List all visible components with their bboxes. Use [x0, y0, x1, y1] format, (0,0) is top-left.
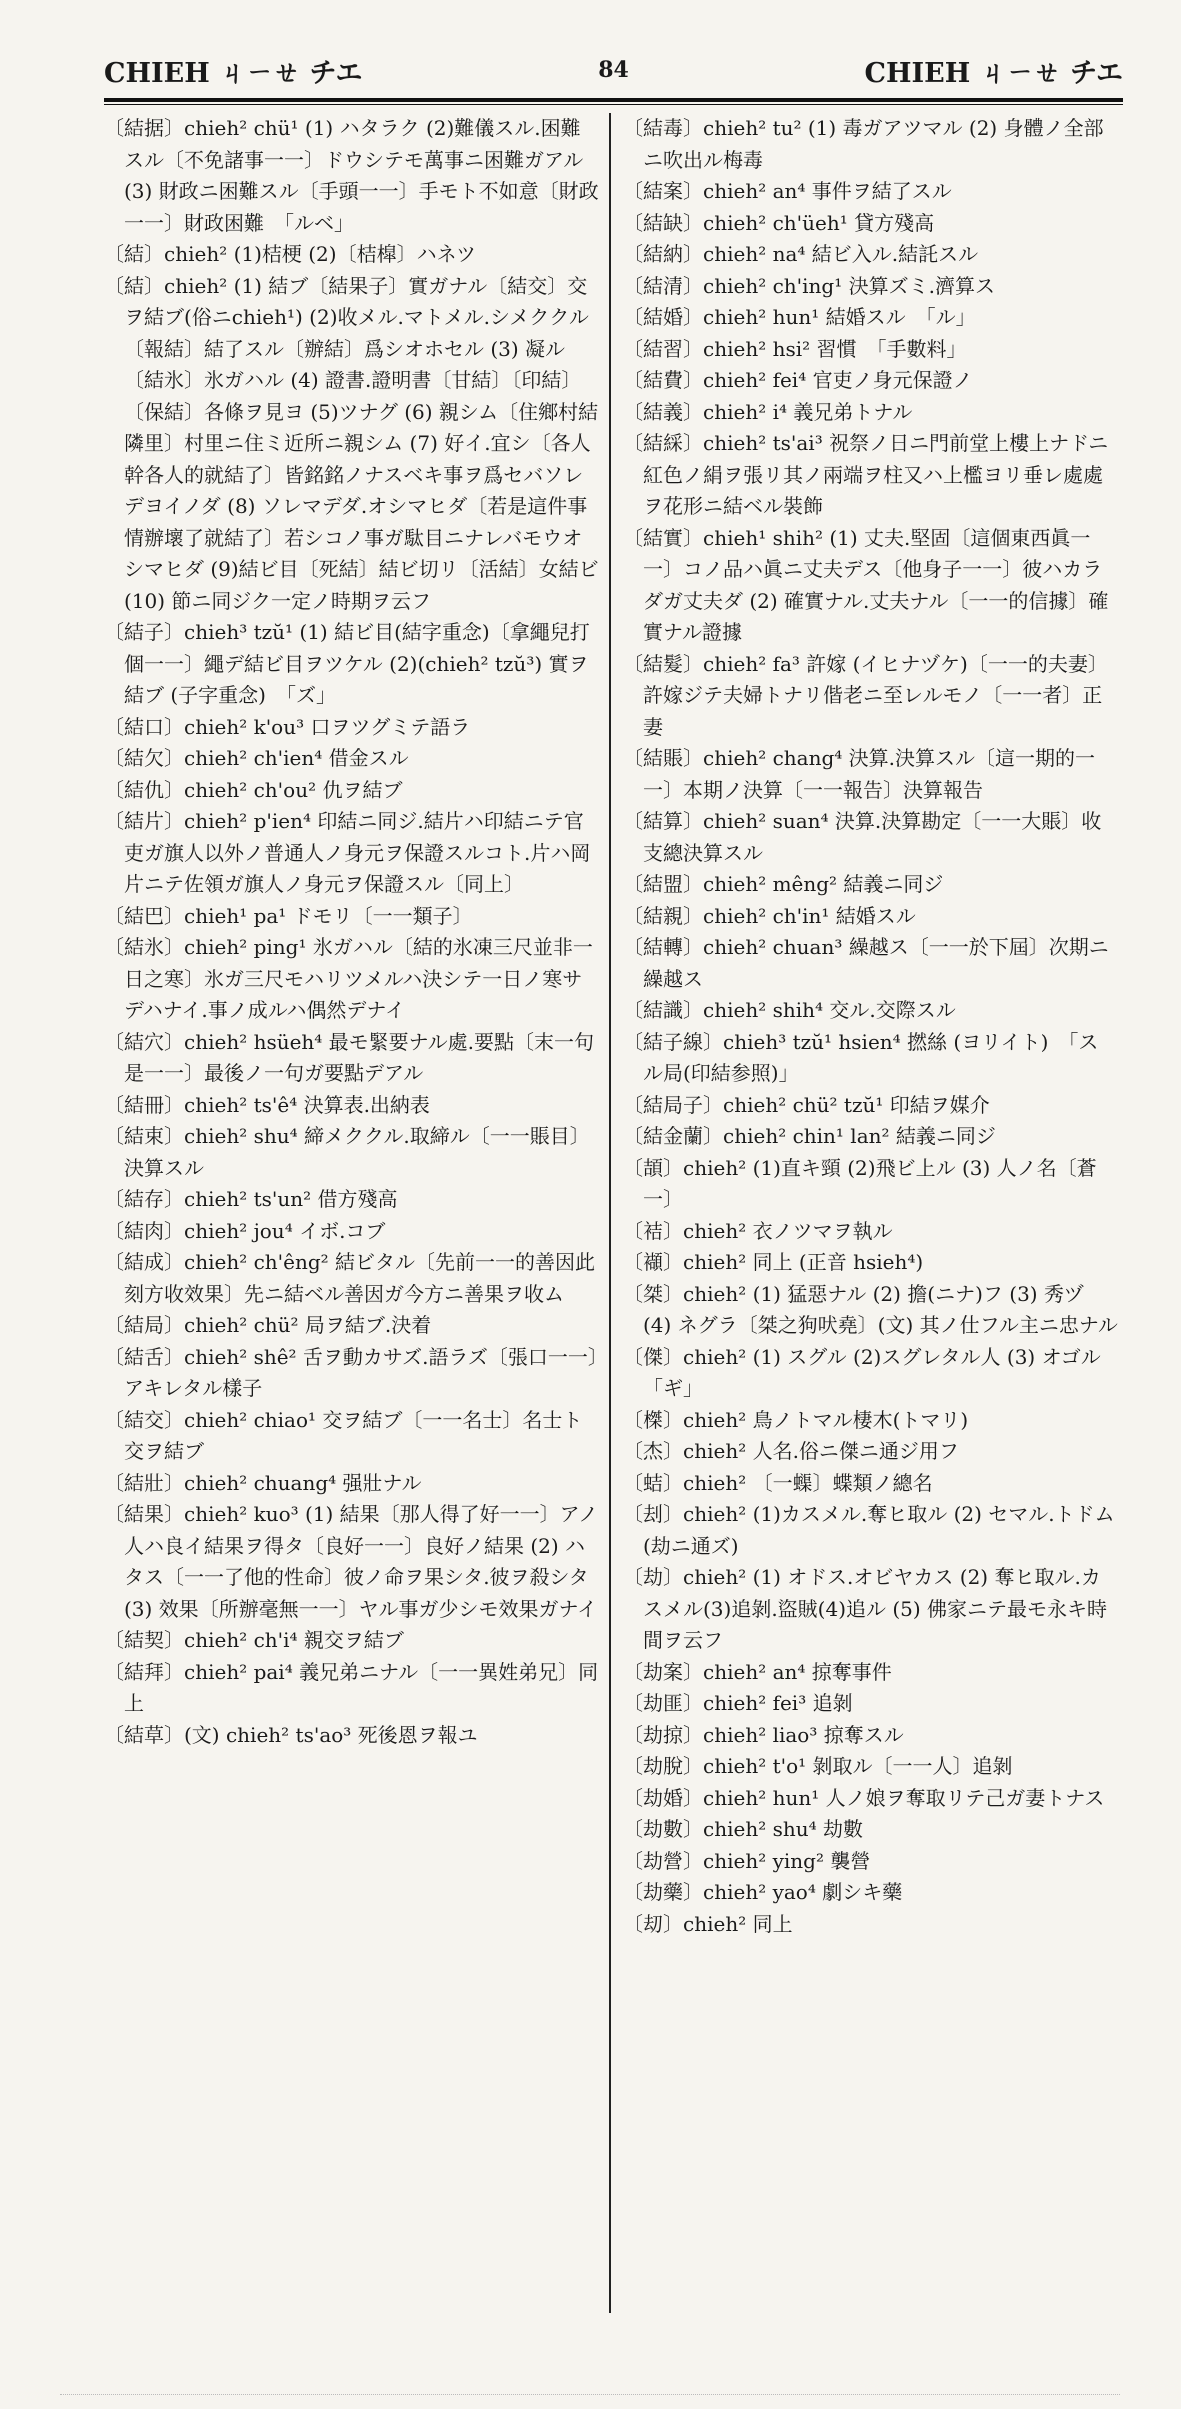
dictionary-entry: 〔結金蘭〕chieh² chin¹ lan² 結義ニ同ジ [623, 1124, 996, 1148]
header-right-guide-word: CHIEH ㄐㄧㄝ チエ [864, 57, 1123, 89]
dictionary-entry: 〔結〕chieh² (1)桔梗 (2)〔桔槹〕ハネツ [104, 242, 476, 266]
dictionary-entry: 〔結成〕chieh² ch'êng² 結ビタル〔先前一一的善因此刻方收效果〕先ニ結ベル善因ガ今方ニ善果ヲ收ム [104, 1250, 596, 1306]
right-column [623, 113, 1121, 1940]
dictionary-entry: 〔結子線〕chieh³ tzŭ¹ hsien⁴ 撚絲 (ヨリイト) 「スル局(印結参照)」 [623, 1029, 1099, 1085]
dictionary-entry: 〔劫婚〕chieh² hun¹ 人ノ娘ヲ奪取リテ己ガ妻トナス [623, 1785, 1105, 1810]
column-divider [609, 113, 611, 2313]
page-header [104, 48, 1123, 92]
dictionary-entry: 〔刦〕chieh² (1)カスメル.奪ヒ取ル (2) セマル.トドム (劫ニ通ズ) [623, 1502, 1115, 1558]
dictionary-entry: 〔劫〕chieh² (1) オドス.オビヤカス (2) 奪ヒ取ル.カスメル(3)追剝.盜賊(4)追ル (5) 佛家ニテ最モ永キ時間ヲ云フ [623, 1565, 1108, 1652]
dictionary-entry: 〔結存〕chieh² ts'un² 借方殘高 [104, 1187, 398, 1211]
dictionary-entry: 〔結舌〕chieh² shê² 舌ヲ動カサズ.語ラズ〔張口一一〕アキレタル樣子 [104, 1344, 598, 1400]
dictionary-entry: 〔結欠〕chieh² ch'ien⁴ 借金スル [104, 746, 409, 770]
dictionary-entry: 〔劫營〕chieh² ying² 襲營 [623, 1848, 871, 1873]
dictionary-entry: 〔結髮〕chieh² fa³ 許嫁 (イヒナヅケ)〔一一的夫妻〕許嫁ジテ夫婦トナリ偕老ニ至レルモノ〔一一者〕正妻 [623, 651, 1108, 739]
dictionary-entry: 〔結口〕chieh² k'ou³ 口ヲツグミテ語ラ [104, 714, 471, 739]
dictionary-entry: 〔結据〕chieh² chü¹ (1) ハタラク (2)難儀スル.困難スル〔不免諸事一一〕ドウシテモ萬事ニ困難ガアル (3) 財政ニ困難スル〔手頭一一〕手モト不如意〔財政一一〕財政困難 「ルベ」 [104, 116, 599, 235]
header-rule [104, 98, 1123, 105]
dictionary-entry: 〔結肉〕chieh² jou⁴ イボ.コブ [104, 1218, 386, 1243]
dictionary-entry: 〔結綵〕chieh² ts'ai³ 祝祭ノ日ニ門前堂上樓上ナドニ紅色ノ絹ヲ張リ其ノ兩端ヲ柱又ハ上檻ヨリ垂レ處處ヲ花形ニ結ベル裝飾 [623, 431, 1109, 518]
dictionary-entry: 〔結交〕chieh² chiao¹ 交ヲ結ブ〔一一名士〕名士ト交ヲ結ブ [104, 1407, 583, 1463]
left-column [104, 113, 599, 1940]
dictionary-entry: 〔劫掠〕chieh² liao³ 掠奪スル [623, 1722, 904, 1747]
dictionary-entry: 〔結費〕chieh² fei⁴ 官吏ノ身元保證ノ [623, 368, 973, 392]
dictionary-entry: 〔結子〕chieh³ tzŭ¹ (1) 結ビ目(結字重念)〔拿繩兒打個一一〕繩デ結ビ目ヲツケル (2)(chieh² tzŭ³) 實ヲ結ブ (子字重念) 「ズ」 [104, 620, 590, 707]
dictionary-entry: 〔結缺〕chieh² ch'üeh¹ 貸方殘高 [623, 210, 935, 235]
dictionary-entry: 〔杰〕chieh² 人名.俗ニ傑ニ通ジ用フ [623, 1439, 959, 1463]
dictionary-entry: 〔襭〕chieh² 同上 (正音 hsieh⁴) [623, 1250, 924, 1274]
dictionary-entry: 〔劫匪〕chieh² fei³ 追剝 [623, 1691, 853, 1715]
dictionary-entry: 〔袺〕chieh² 衣ノツマヲ執ル [623, 1218, 893, 1243]
dictionary-entry: 〔結習〕chieh² hsi² 習慣 「手數料」 [623, 336, 967, 361]
dictionary-entry: 〔結〕chieh² (1) 結ブ〔結果子〕實ガナル〔結交〕交ヲ結ブ(俗ニchieh¹) (2)收メル.マトメル.シメククル〔報結〕結了スル〔辦結〕爲シオホセル (3) 凝ル〔結氷〕氷ガハル (4) 證書.證明書〔甘結〕〔印結〕〔保結〕各條ヲ見ヨ (5)ツナグ (6) 親シム〔住鄉村結隣里〕村里ニ住ミ近所ニ親シム (7) 好イ.宜シ〔各人幹各人的就結了〕皆銘銘ノナスベキ事ヲ爲セバソレデヨイノダ (8) ソレマデダ.オシマヒダ〔若是這件事情辦壞了就結了〕若シコノ事ガ駄目ニナレバモウオシマヒダ (9)結ビ目〔死結〕結ビ切リ〔活結〕女結ビ (10) 節ニ同ジク一定ノ時期ヲ云フ [104, 273, 599, 613]
dictionary-entry: 〔結拜〕chieh² pai⁴ 義兄弟ニナル〔一一異姓弟兄〕同上 [104, 1659, 599, 1715]
dictionary-entry: 〔刧〕chieh² 同上 [623, 1911, 793, 1936]
dictionary-entry: 〔結婚〕chieh² hun¹ 結婚スル 「ル」 [623, 305, 976, 329]
dictionary-entry: 〔結壯〕chieh² chuang⁴ 强壯ナル [104, 1470, 422, 1495]
dictionary-entry: 〔結冊〕chieh² ts'ê⁴ 決算表.出納表 [104, 1092, 430, 1117]
dictionary-entry: 〔結識〕chieh² shih⁴ 交ル.交際スル [623, 998, 956, 1022]
dictionary-entry: 〔結實〕chieh¹ shih² (1) 丈夫.堅固〔這個東西眞一一〕コノ品ハ眞ニ丈夫デス〔他身子一一〕彼ハカラダガ丈夫ダ (2) 確實ナル.丈夫ナル〔一一的信據〕確實ナル證據 [623, 525, 1109, 644]
dictionary-entry: 〔劫脫〕chieh² t'o¹ 剝取ル〔一一人〕追剝 [623, 1754, 1013, 1778]
dictionary-entry: 〔結契〕chieh² ch'i⁴ 親交ヲ結ブ [104, 1628, 404, 1652]
dictionary-entry: 〔結納〕chieh² na⁴ 結ビ入ル.結託スル [623, 242, 979, 266]
dictionary-entry: 〔結案〕chieh² an⁴ 事件ヲ結了スル [623, 179, 952, 203]
dictionary-entry: 〔結氷〕chieh² ping¹ 氷ガハル〔結的氷凍三尺並非一日之寒〕氷ガ三尺モハリツメルハ決シテ一日ノ寒サデハナイ.事ノ成ルハ偶然デナイ [104, 935, 593, 1022]
dictionary-entry: 〔結轉〕chieh² chuan³ 繰越ス〔一一於下屆〕次期ニ繰越ス [623, 935, 1109, 991]
dictionary-entry: 〔結賬〕chieh² chang⁴ 決算.決算スル〔這一期的一一〕本期ノ決算〔一一報告〕決算報告 [623, 746, 1095, 802]
bottom-edge [60, 2394, 1120, 2397]
dictionary-entry: 〔榤〕chieh² 鳥ノトマル棲木(トマリ) [623, 1407, 969, 1432]
dictionary-entry: 〔結穴〕chieh² hsüeh⁴ 最モ緊要ナル處.要點〔末一句是一一〕最後ノ一句ガ要點デアル [104, 1029, 595, 1085]
dictionary-entry: 〔結草〕(文) chieh² ts'ao³ 死後恩ヲ報ユ [104, 1722, 478, 1747]
dictionary-entry: 〔結片〕chieh² p'ien⁴ 印結ニ同ジ.結片ハ印結ニテ官吏ガ旗人以外ノ普通人ノ身元ヲ保證スルコト.片ハ岡片ニテ佐領ガ旗人ノ身元ヲ保證スル〔同上〕 [104, 809, 591, 896]
dictionary-entry: 〔結親〕chieh² ch'in¹ 結婚スル [623, 903, 916, 928]
dictionary-entry: 〔結算〕chieh² suan⁴ 決算.決算勘定〔一一大賬〕收支總決算スル [623, 809, 1102, 865]
dictionary-entry: 〔劫案〕chieh² an⁴ 掠奪事件 [623, 1659, 892, 1684]
page-number: 84 [598, 57, 629, 83]
dictionary-entry: 〔結束〕chieh² shu⁴ 締メククル.取締ル〔一一賬目〕決算スル [104, 1124, 590, 1180]
columns [104, 113, 1123, 1940]
header-left-guide-word: CHIEH ㄐㄧㄝ チエ [104, 57, 363, 89]
dictionary-entry: 〔結仇〕chieh² ch'ou² 仇ヲ結ブ [104, 777, 403, 802]
dictionary-entry: 〔傑〕chieh² (1) スグル (2)スグレタル人 (3) オゴル 「ギ」 [623, 1344, 1121, 1400]
dictionary-entry: 〔結局〕chieh² chü² 局ヲ結ブ.決着 [104, 1313, 432, 1337]
dictionary-entry: 〔結果〕chieh² kuo³ (1) 結果〔那人得了好一一〕アノ人ハ良イ結果ヲ得タ〔良好一一〕良好ノ結果 (2) ハタス〔一一了他的性命〕彼ノ命ヲ果シタ.彼ヲ殺シタ (3) 效果〔所辦毫無一一〕ヤル事ガ少シモ效果ガナイ [104, 1502, 599, 1621]
dictionary-entry: 〔結毒〕chieh² tu² (1) 毒ガアツマル (2) 身體ノ全部ニ吹出ル梅毒 [623, 116, 1104, 172]
dictionary-entry: 〔結巴〕chieh¹ pa¹ ドモリ〔一一類子〕 [104, 903, 473, 928]
dictionary-entry: 〔結義〕chieh² i⁴ 義兄弟トナル [623, 399, 913, 424]
dictionary-entry: 〔桀〕chieh² (1) 猛惡ナル (2) 擔(ニナ)フ (3) 秀ヅ (4) ネグラ〔桀之狗吠堯〕(文) 其ノ仕フル主ニ忠ナル [623, 1281, 1118, 1337]
dictionary-entry: 〔結清〕chieh² ch'ing¹ 決算ズミ.濟算ス [623, 273, 995, 298]
dictionary-entry: 〔結局子〕chieh² chü² tzŭ¹ 印結ヲ媒介 [623, 1092, 990, 1117]
dictionary-entry: 〔頡〕chieh² (1)直キ頸 (2)飛ビ上ル (3) 人ノ名〔蒼一〕 [623, 1155, 1097, 1211]
dictionary-entry: 〔劫藥〕chieh² yao⁴ 劇シキ藥 [623, 1880, 903, 1904]
dictionary-entry: 〔蛣〕chieh² 〔一蟝〕蝶類ノ總名 [623, 1470, 933, 1495]
dictionary-entry: 〔結盟〕chieh² mêng² 結義ニ同ジ [623, 872, 944, 896]
dictionary-entry: 〔劫數〕chieh² shu⁴ 劫數 [623, 1817, 863, 1841]
